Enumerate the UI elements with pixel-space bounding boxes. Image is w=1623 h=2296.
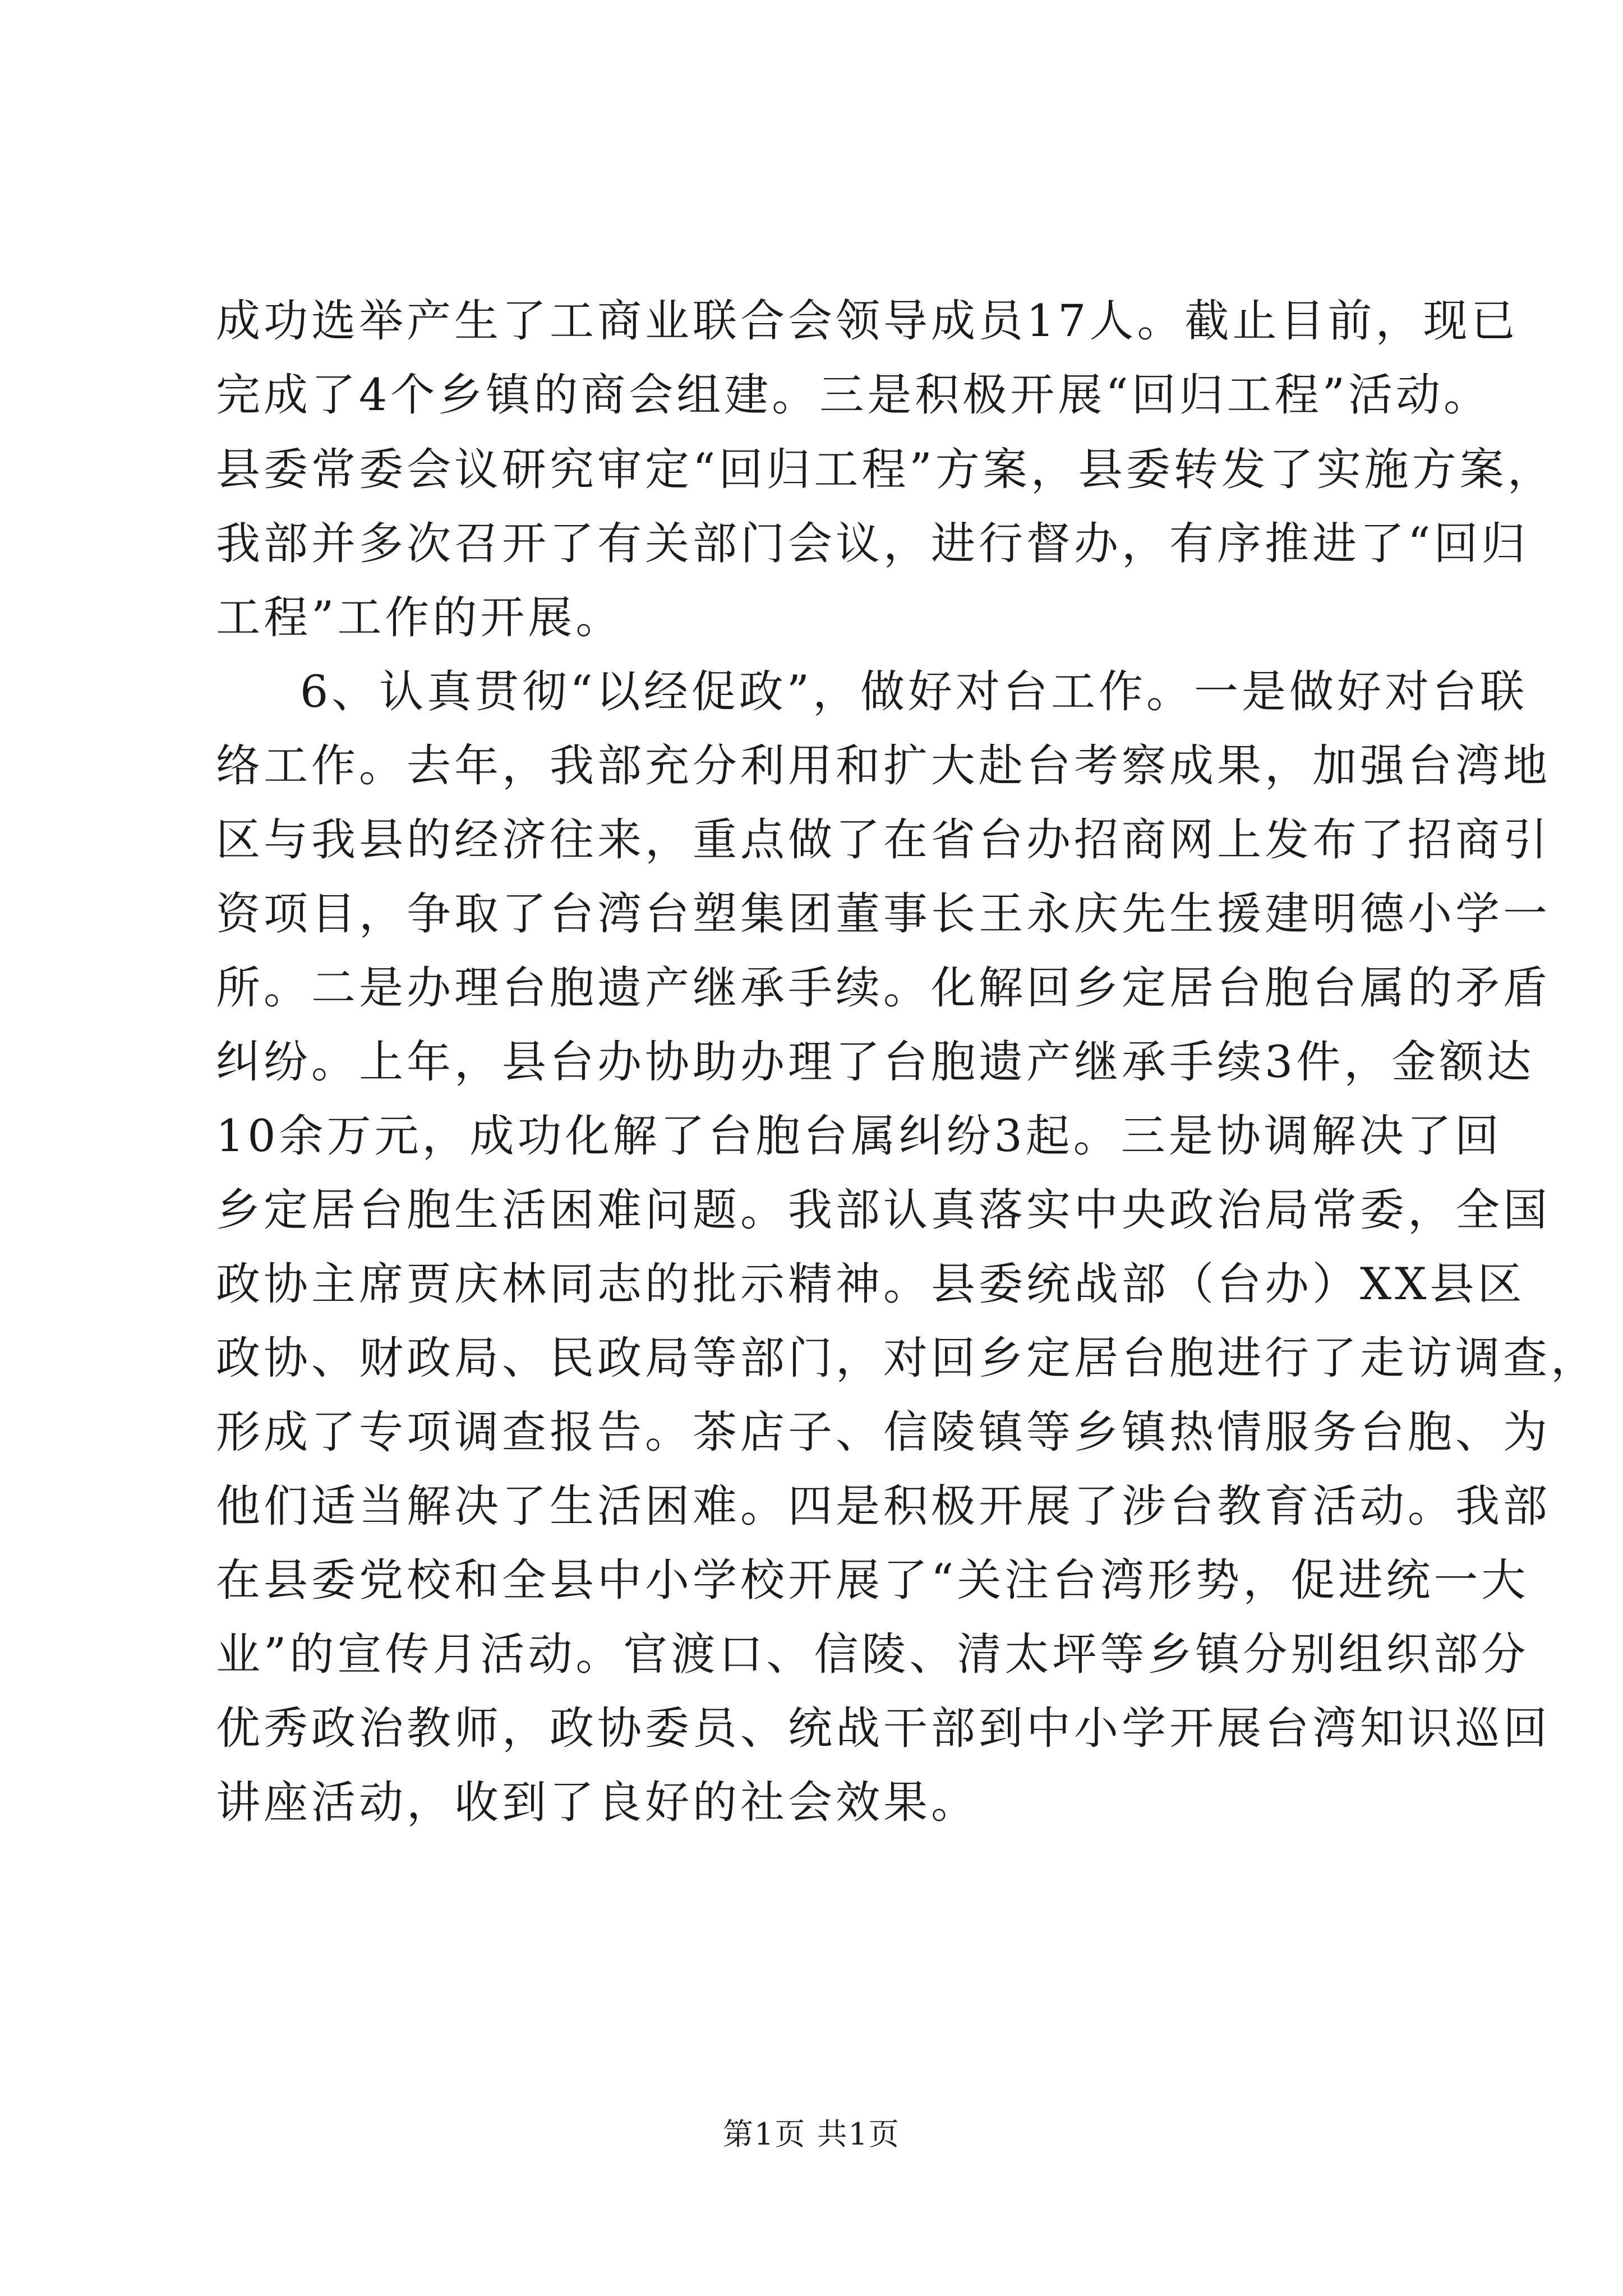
text-line-15: 政协、财政局、民政局等部门，对回乡定居台胞进行了走访调查， bbox=[216, 1332, 1598, 1384]
text-line-3: 县委常委会议研究审定“回归工程”方案，县委转发了实施方案， bbox=[216, 444, 1555, 495]
paragraph-6-heading-line: 6、认真贯彻“以经促政”，做好对台工作。一是做好对台联 bbox=[300, 666, 1528, 717]
text-line-20: 优秀政治教师，政协委员、统战干部到中小学开展台湾知识巡回 bbox=[216, 1703, 1551, 1754]
text-line-17: 他们适当解决了生活困难。四是积极开展了涉台教育活动。我部 bbox=[216, 1480, 1551, 1532]
text-line-8: 区与我县的经济往来，重点做了在省台办招商网上发布了招商引 bbox=[216, 814, 1551, 866]
page-number-footer: 第1页 共1页 bbox=[723, 2116, 900, 2152]
text-line-19: 业”的宣传月活动。官渡口、信陵、清太坪等乡镇分别组织部分 bbox=[216, 1628, 1529, 1680]
text-line-11: 纠纷。上年，县台办协助办理了台胞遗产继承手续3件，金额达 bbox=[216, 1036, 1535, 1088]
text-line-9: 资项目，争取了台湾台塑集团董事长王永庆先生援建明德小学一 bbox=[216, 888, 1551, 940]
text-line-7: 络工作。去年，我部充分利用和扩大赴台考察成果，加强台湾地 bbox=[216, 740, 1551, 792]
text-line-1: 成功选举产生了工商业联合会领导成员17人。截止目前，现已 bbox=[216, 295, 1519, 347]
text-line-12: 10余万元，成功化解了台胞台属纠纷3起。三是协调解决了回 bbox=[216, 1110, 1502, 1162]
text-line-5: 工程”工作的开展。 bbox=[216, 592, 624, 643]
text-line-13: 乡定居台胞生活困难问题。我部认真落实中央政治局常委，全国 bbox=[216, 1184, 1551, 1236]
text-line-2: 完成了4个乡镇的商会组建。三是积极开展“回归工程”活动。 bbox=[216, 369, 1492, 421]
text-line-16: 形成了专项调查报告。茶店子、信陵镇等乡镇热情服务台胞、为 bbox=[216, 1406, 1551, 1458]
text-line-10: 所。二是办理台胞遗产继承手续。化解回乡定居台胞台属的矛盾 bbox=[216, 962, 1551, 1014]
text-line-14: 政协主席贾庆林同志的批示精神。县委统战部（台办）XX县区 bbox=[216, 1258, 1525, 1310]
text-line-21: 讲座活动，收到了良好的社会效果。 bbox=[216, 1777, 979, 1828]
text-line-4: 我部并多次召开了有关部门会议，进行督办，有序推进了“回归 bbox=[216, 518, 1529, 569]
text-line-18: 在县委党校和全县中小学校开展了“关注台湾形势，促进统一大 bbox=[216, 1554, 1529, 1606]
